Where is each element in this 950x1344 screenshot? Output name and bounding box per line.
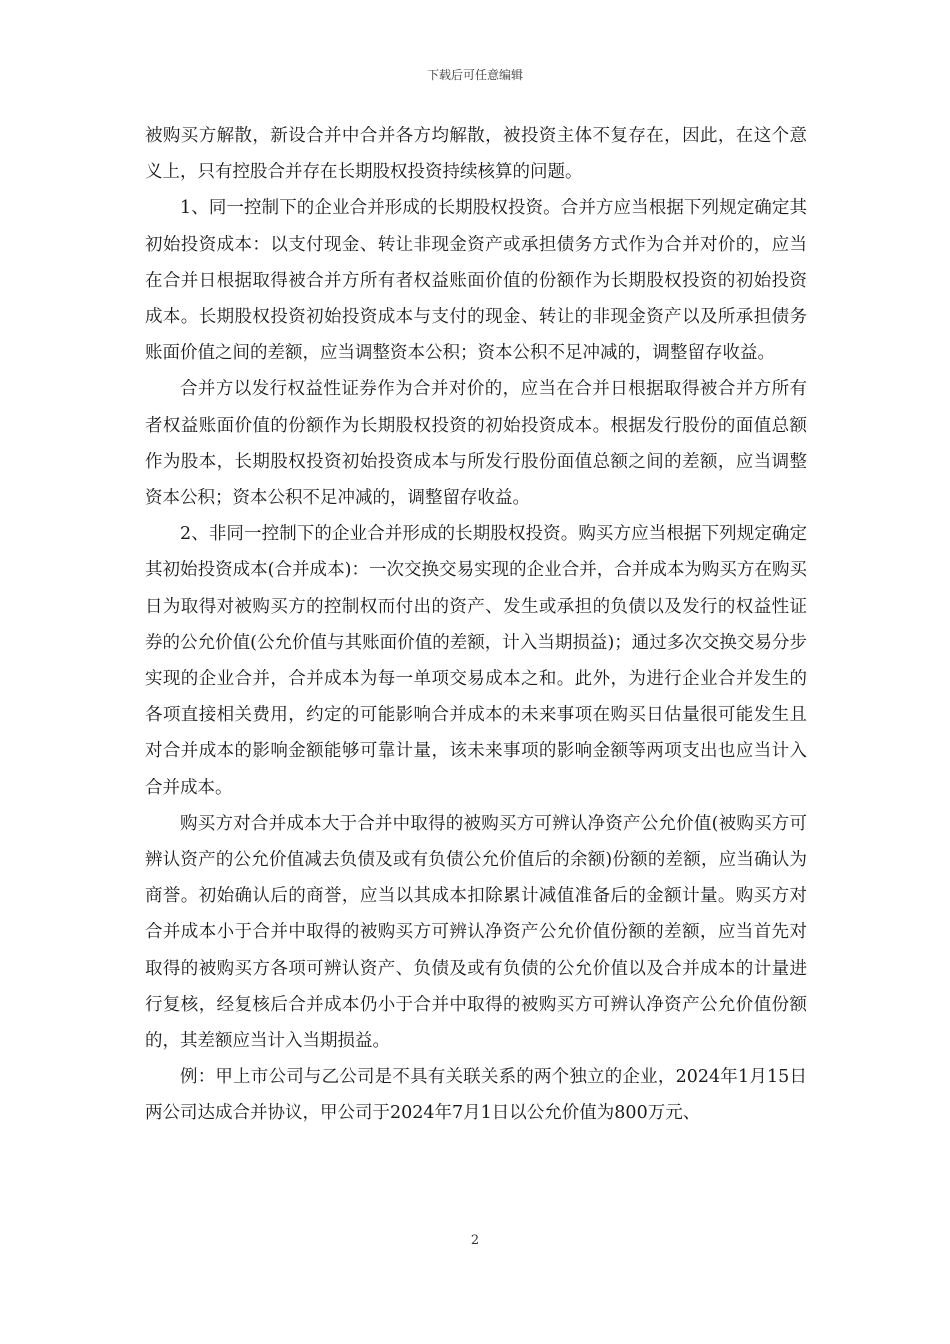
paragraph-example: 例：甲上市公司与乙公司是不具有关联关系的两个独立的企业，2024年1月15日两公司达成合并协议，甲公司于2024年7月1日以公允价值为800万元、 xyxy=(145,1067,807,1124)
page-number: 2 xyxy=(470,1233,480,1248)
paragraph-continuation: 被购买方解散，新设合并中合并各方均解散，被投资主体不复存在，因此，在这个意义上，只有控股合并存在长期股权投资持续核算的问题。 xyxy=(145,126,807,183)
paragraph-equity-securities: 合并方以发行权益性证券作为合并对价的，应当在合并日根据取得被合并方所有者权益账面价值的份额作为长期股权投资的初始投资成本。根据发行股份的面值总额作为股本，长期股权投资初始投资成本与所发行股份面值总额之间的差额，应当调整资本公积；资本公积不足冲减的，调整留存收益。 xyxy=(145,379,807,509)
paragraph-goodwill: 购买方对合并成本大于合并中取得的被购买方可辨认净资产公允价值(被购买方可辨认资产的公允价值减去负债及或有负债公允价值后的余额)份额的差额，应当确认为商誉。初始确认后的商誉，应当以其成本扣除累计减值准备后的金额计量。购买方对合并成本小于合并中取得的被购买方可辨认净资产公允价值份额的差额，应当首先对取得的被购买方各项可辨认资产、负债及或有负债的公允价值以及合并成本的计量进行复核，经复核后合并成本仍小于合并中取得的被购买方可辨认净资产公允价值份额的，其差额应当计入当期损益。 xyxy=(145,813,807,1052)
document-body xyxy=(145,118,807,1132)
page-header: 下载后可任意编辑 xyxy=(426,68,523,82)
paragraph-same-control: 1、同一控制下的企业合并形成的长期股权投资。合并方应当根据下列规定确定其初始投资成本：以支付现金、转让非现金资产或承担债务方式作为合并对价的，应当在合并日根据取得被合并方所有者权益账面价值的份额作为长期股权投资的初始投资成本。长期股权投资初始投资成本与支付的现金、转让的非现金资产以及所承担债务账面价值之间的差额，应当调整资本公积；资本公积不足冲减的，调整留存收益。 xyxy=(145,198,807,364)
paragraph-non-same-control: 2、非同一控制下的企业合并形成的长期股权投资。购买方应当根据下列规定确定其初始投资成本(合并成本)：一次交换交易实现的企业合并，合并成本为购买方在购买日为取得对被购买方的控制权而付出的资产、发生或承担的负债以及发行的权益性证券的公允价值(公允价值与其账面价值的差额，计入当期损益)；通过多次交换交易分步实现的企业合并，合并成本为每一单项交易成本之和。此外，为进行企业合并发生的各项直接相关费用，约定的可能影响合并成本的未来事项在购买日估量很可能发生且对合并成本的影响金额能够可靠计量，该未来事项的影响金额等两项支出也应当计入合并成本。 xyxy=(145,524,807,798)
